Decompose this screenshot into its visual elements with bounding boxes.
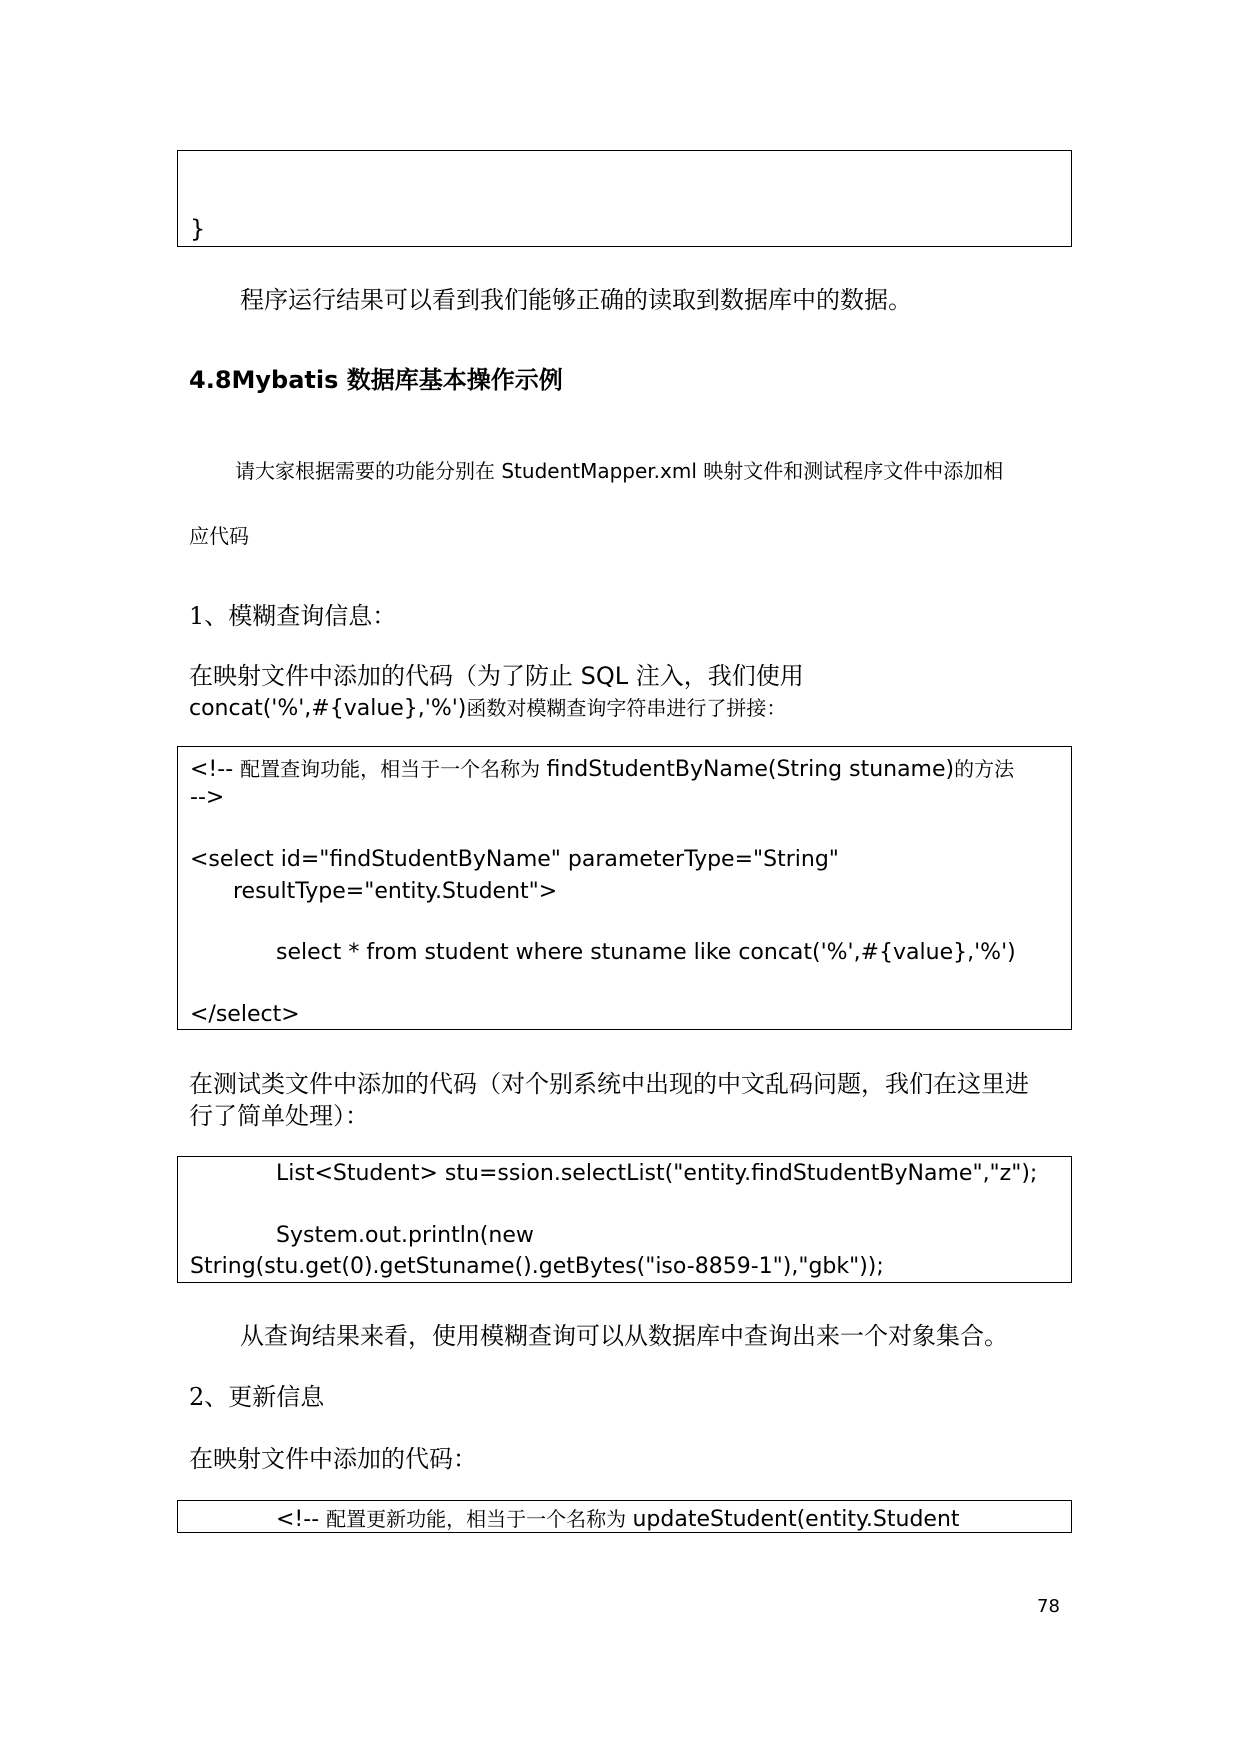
mapper-intro-2: 在映射文件中添加的代码： xyxy=(189,1445,477,1473)
mapper-intro-sql: SQL xyxy=(580,662,629,690)
test-code-line-2: System.out.println(new xyxy=(276,1223,534,1248)
update-comment-method: updateStudent(entity.Student xyxy=(632,1507,960,1532)
sql-statement: select * from student where stuname like concat('%',#{value},'%') xyxy=(276,940,1016,965)
mapper-intro-text-a: 在映射文件中添加的代码（为了防止 xyxy=(189,662,581,690)
item-2-title: 2、更新信息 xyxy=(189,1383,325,1411)
result-paragraph-2: 从查询结果来看，使用模糊查询可以从数据库中查询出来一个对象集合。 xyxy=(240,1322,1008,1350)
comment-cn-2: 的方法 xyxy=(954,757,1015,781)
mapper-intro-line-1 xyxy=(189,656,804,691)
test-intro-line-1: 在测试类文件中添加的代码（对个别系统中出现的中文乱码问题，我们在这里进 xyxy=(189,1070,1029,1098)
test-intro-line-2: 行了简单处理）： xyxy=(189,1102,369,1130)
test-code-line-1: List<Student> stu=ssion.selectList("entity.findStudentByName","z"); xyxy=(276,1161,1038,1186)
code-box-previous xyxy=(177,150,1072,247)
intro-line-2: 应代码 xyxy=(189,524,249,548)
mapper-intro-line-2-text: 函数对模糊查询字符串进行了拼接： xyxy=(466,696,787,720)
mapper-intro-text-b: 注入，我们使用 xyxy=(628,662,804,690)
comment-method: findStudentByName(String stuname) xyxy=(546,757,955,782)
select-open-tag: <select id="findStudentByName" parameterType="String" xyxy=(190,847,839,872)
intro-line-1: 请大家根据需要的功能分别在 StudentMapper.xml 映射文件和测试程序文件中添加相 xyxy=(235,459,1004,483)
section-heading: 4.8Mybatis 数据库基本操作示例 xyxy=(189,366,563,394)
mapper-intro-line-2 xyxy=(189,692,786,721)
page-number: 78 xyxy=(1037,1596,1060,1617)
result-paragraph-1: 程序运行结果可以看到我们能够正确的读取到数据库中的数据。 xyxy=(240,286,912,314)
code-box-select xyxy=(177,746,1072,1030)
select-close-tag: </select> xyxy=(190,1002,300,1027)
code-box-test xyxy=(177,1156,1072,1283)
comment-open: <!-- xyxy=(190,757,241,782)
test-code-line-3: String(stu.get(0).getStuname().getBytes("iso-8859-1"),"gbk")); xyxy=(190,1254,884,1279)
item-1-title: 1、模糊查询信息： xyxy=(189,602,397,630)
update-comment-open: <!-- xyxy=(276,1507,327,1532)
concat-expression: concat('%',#{value},'%') xyxy=(189,696,467,721)
result-type-attr: resultType="entity.Student"> xyxy=(233,879,558,904)
comment-close: --> xyxy=(190,785,225,810)
code-box-update xyxy=(177,1500,1072,1533)
update-comment-cn: 配置更新功能，相当于一个名称为 xyxy=(326,1507,633,1531)
closing-brace: } xyxy=(190,215,206,243)
comment-line xyxy=(190,753,1014,782)
comment-cn-1: 配置查询功能，相当于一个名称为 xyxy=(240,757,547,781)
update-comment-line xyxy=(276,1503,960,1532)
